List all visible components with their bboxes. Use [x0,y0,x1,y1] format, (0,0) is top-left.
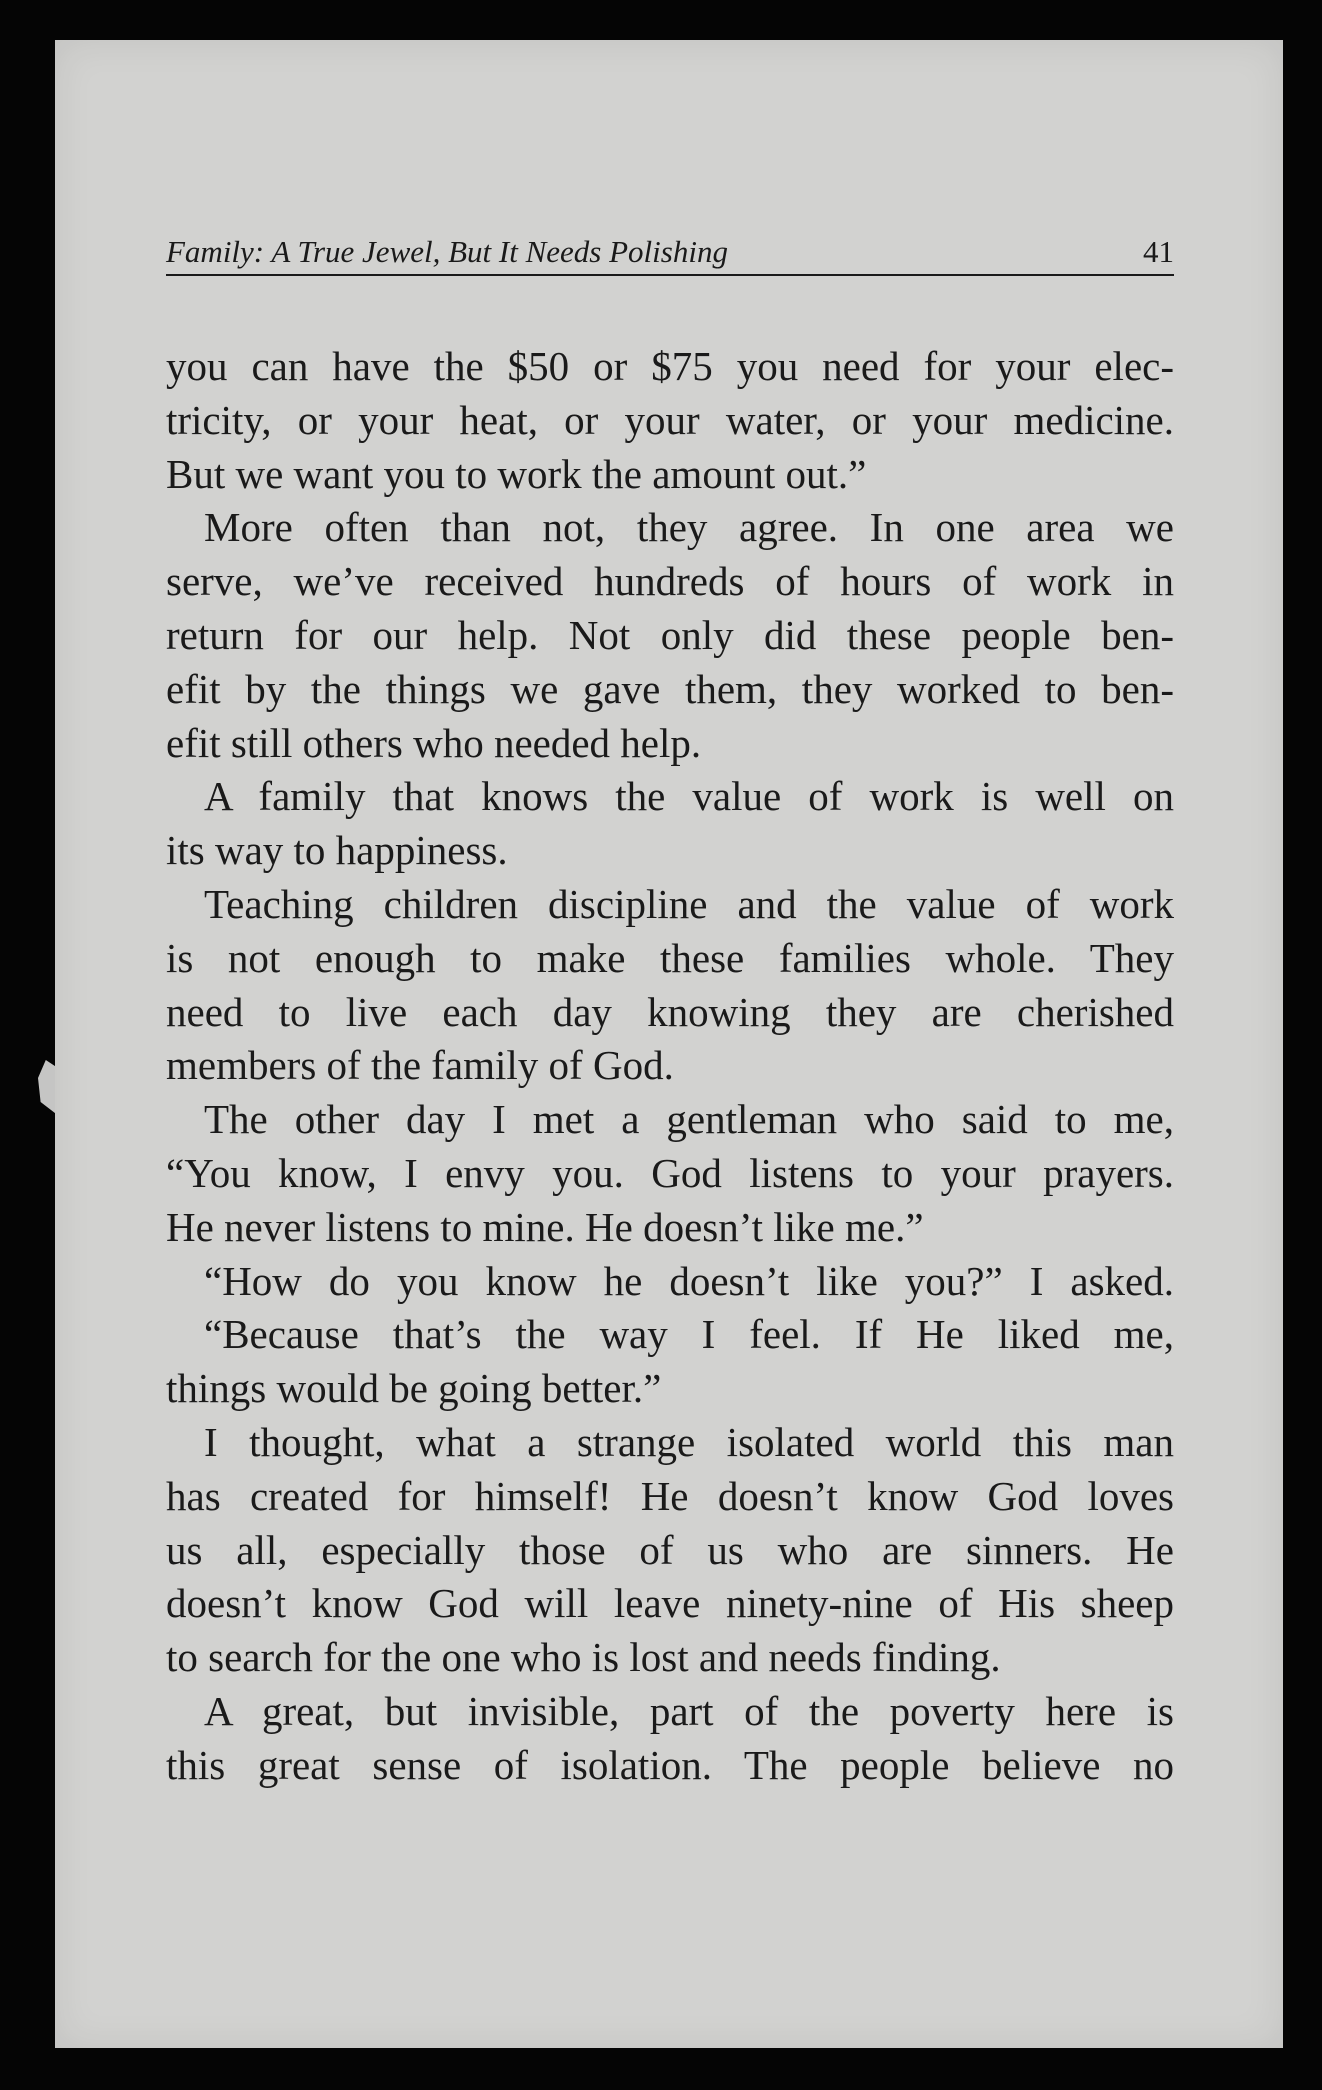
text-line: things would be going better.” [166,1365,662,1412]
page-number: 41 [1143,234,1174,269]
text-line: is not enough to make these families whole. They [166,934,1174,981]
text-line: “How do you know he doesn’t like you?” I asked. [204,1257,1174,1304]
running-title: Family: A True Jewel, But It Needs Polishing [166,234,728,269]
text-line: this great sense of isolation. The people believe no [166,1741,1174,1788]
text-line: has created for himself! He doesn’t know God loves [166,1472,1174,1519]
text-line: Teaching children discipline and the value of work [204,880,1174,927]
text-line: to search for the one who is lost and needs finding. [166,1634,1001,1681]
text-line: return for our help. Not only did these people ben- [166,611,1174,658]
text-line: members of the family of God. [166,1042,674,1089]
text-line: need to live each day knowing they are cherished [166,988,1174,1035]
text-line: you can have the $50 or $75 you need for your elec- [166,343,1174,389]
body-text [166,340,1174,1793]
text-line: He never listens to mine. He doesn’t like me.” [166,1203,924,1250]
text-line: efit by the things we gave them, they worked to ben- [166,665,1174,712]
text-line: A great, but invisible, part of the poverty here is [204,1687,1174,1734]
text-line: I thought, what a strange isolated world this man [204,1418,1174,1465]
text-line: But we want you to work the amount out.” [166,450,867,497]
text-line: “Because that’s the way I feel. If He liked me, [204,1311,1174,1358]
text-line: efit still others who needed help. [166,719,702,766]
text-line: “You know, I envy you. God listens to your prayers. [166,1149,1174,1196]
text-line: More often than not, they agree. In one area we [204,504,1174,551]
text-line: A family that knows the value of work is well on [204,773,1174,820]
text-line: us all, especially those of us who are sinners. He [166,1526,1174,1573]
text-line: The other day I met a gentleman who said to me, [204,1096,1174,1143]
text-line: serve, we’ve received hundreds of hours of work in [166,558,1174,605]
text-line: doesn’t know God will leave ninety-nine of His sheep [166,1580,1174,1627]
text-line: tricity, or your heat, or your water, or your medicine. [166,396,1174,443]
running-header [166,228,1174,276]
text-line: its way to happiness. [166,827,508,874]
